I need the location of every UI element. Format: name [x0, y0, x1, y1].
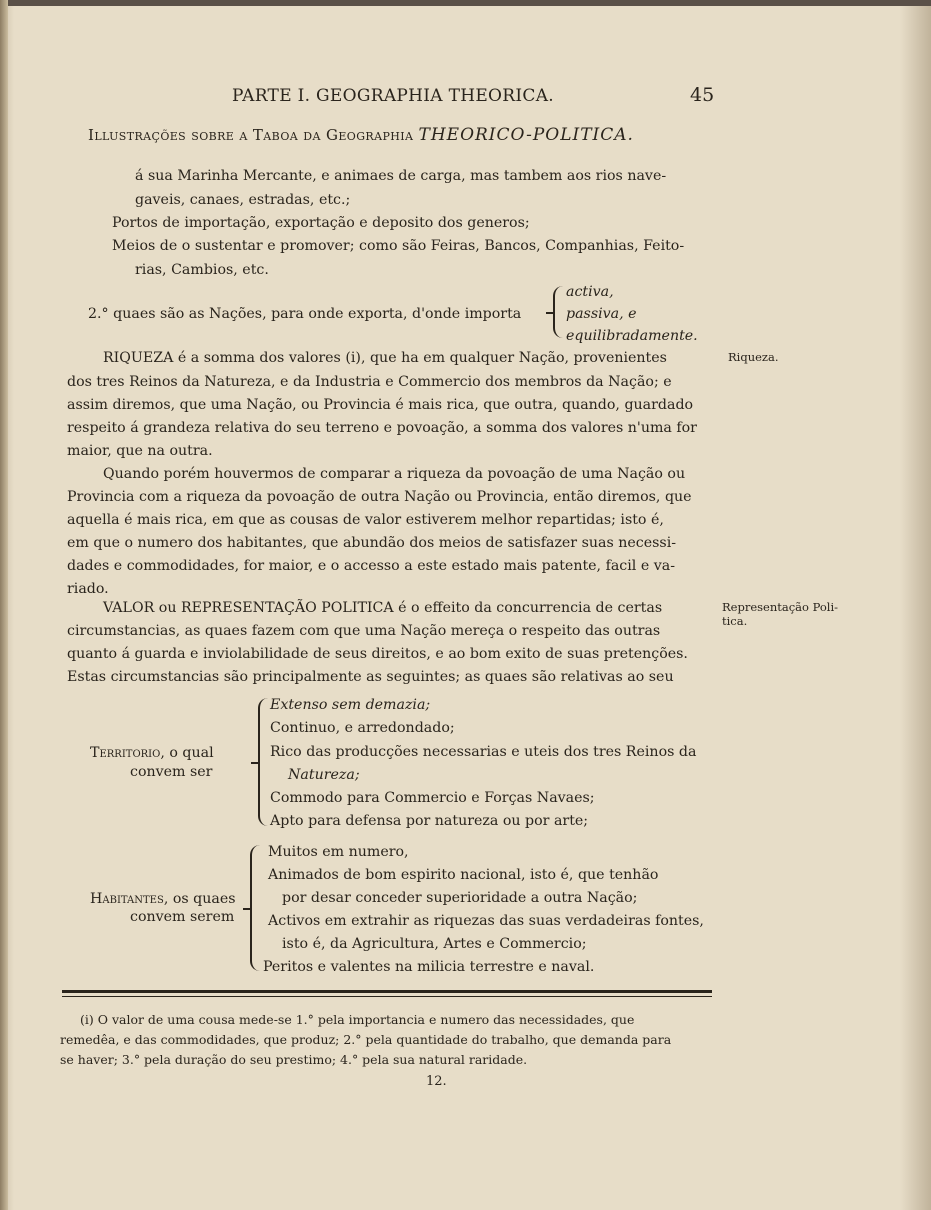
valor-line-2: circumstancias, as quaes fazem com que uma Nação mereça o respeito das outras — [67, 623, 661, 639]
territorio-item-3: Rico das producções necessarias e uteis dos tres Reinos da — [270, 744, 697, 760]
exporta-option-3: equilibradamente. — [566, 328, 698, 344]
running-header: PARTE I. GEOGRAPHIA THEORICA. — [232, 86, 554, 106]
exporta-option-1: activa, — [566, 284, 614, 300]
quando-line-1: Quando porém houvermos de comparar a riqueza da povoação de uma Nação ou — [103, 466, 686, 482]
territorio-item-2: Continuo, e arredondado; — [270, 720, 455, 736]
territorio-label-1 — [90, 745, 214, 761]
quando-line-4: em que o numero dos habitantes, que abundão dos meios de satisfazer suas necessi- — [67, 535, 677, 551]
habitantes-item-6: Peritos e valentes na milicia terrestre e naval. — [263, 959, 595, 975]
riqueza-line-1: RIQUEZA é a somma dos valores (i), que ha em qualquer Nação, provenientes — [103, 350, 667, 366]
quando-line-6: riado. — [67, 581, 109, 597]
quando-line-5: dades e commodidades, for maior, e o accesso a este estado mais patente, facil e va- — [67, 558, 675, 574]
riqueza-line-3: assim diremos, que uma Nação, ou Provincia é mais rica, que outra, quando, guardado — [67, 397, 694, 413]
margin-note-representacao-1: Representação Poli- — [722, 600, 839, 614]
footnote-line-3: se haver; 3.° pela duração do seu prestimo; 4.° pela sua natural raridade. — [60, 1052, 528, 1067]
section-heading — [88, 125, 634, 145]
territorio-item-6: Apto para defensa por natureza ou por arte; — [270, 813, 589, 829]
brace-exporta — [553, 286, 563, 338]
text-line-exporta: 2.° quaes são as Nações, para onde exporta, d'onde importa — [88, 306, 522, 322]
text-line-4: Meios de o sustentar e promover; como são Feiras, Bancos, Companhias, Feito- — [112, 238, 685, 254]
page-top-edge — [0, 0, 931, 6]
brace-habitantes — [250, 845, 260, 971]
habitantes-label-2: convem serem — [130, 909, 235, 925]
habitantes-item-5: isto é, da Agricultura, Artes e Commercio; — [282, 936, 587, 952]
habitantes-label-1 — [90, 891, 236, 907]
riqueza-line-5: maior, que na outra. — [67, 443, 213, 459]
margin-note-riqueza: Riqueza. — [728, 350, 779, 364]
habitantes-item-4: Activos em extrahir as riquezas das suas verdadeiras fontes, — [268, 913, 704, 929]
footnote-rule-thin — [62, 996, 712, 997]
quando-line-2: Provincia com a riqueza da povoação de outra Nação ou Provincia, então diremos, que — [67, 489, 692, 505]
exporta-option-2: passiva, e — [566, 306, 637, 322]
text-line-5: rias, Cambios, etc. — [135, 262, 269, 278]
section-heading-smallcaps: Illustrações sobre a Taboa da Geographia — [88, 126, 414, 144]
habitantes-item-3: por desar conceder superioridade a outra Nação; — [282, 890, 638, 906]
valor-line-4: Estas circumstancias são principalmente as seguintes; as quaes são relativas ao seu — [67, 669, 674, 685]
territorio-label-rest: , o qual — [160, 745, 214, 761]
territorio-item-4: Natureza; — [288, 767, 360, 783]
valor-line-3: quanto á guarda e inviolabilidade de seus direitos, e ao bom exito de suas pretenções. — [67, 646, 688, 662]
signature-mark: 12. — [426, 1074, 447, 1089]
text-line-2: gaveis, canaes, estradas, etc.; — [135, 192, 351, 208]
habitantes-item-1: Muitos em numero, — [268, 844, 409, 860]
territorio-label-sc: Territorio — [90, 745, 161, 761]
footnote-line-1: (i) O valor de uma cousa mede-se 1.° pela importancia e numero das necessidades, que — [80, 1012, 635, 1027]
section-heading-italic: THEORICO-POLITICA. — [418, 125, 634, 145]
brace-territorio — [258, 698, 268, 826]
habitantes-label-sc: Habitantes — [90, 891, 164, 907]
territorio-label-2: convem ser — [130, 764, 213, 780]
territorio-item-1: Extenso sem demazia; — [270, 697, 431, 713]
habitantes-label-rest: , os quaes — [163, 891, 236, 907]
text-line-1: á sua Marinha Mercante, e animaes de carga, mas tambem aos rios nave- — [135, 168, 667, 184]
page-number: 45 — [690, 84, 715, 106]
riqueza-line-2: dos tres Reinos da Natureza, e da Industria e Commercio dos membros da Nação; e — [67, 374, 672, 390]
footnote-line-2: remedêa, e das commodidades, que produz; 2.° pela quantidade do trabalho, que demanda para — [60, 1032, 672, 1047]
riqueza-line-4: respeito á grandeza relativa do seu terreno e povoação, a somma dos valores n'uma for — [67, 420, 697, 436]
valor-line-1: VALOR ou REPRESENTAÇÃO POLITICA é o effeito da concurrencia de certas — [103, 600, 663, 616]
page-left-edge — [0, 0, 8, 1210]
habitantes-item-2: Animados de bom espirito nacional, isto é, que tenhão — [268, 867, 659, 883]
footnote-rule-thick — [62, 990, 712, 993]
quando-line-3: aquella é mais rica, em que as cousas de valor estiverem melhor repartidas; isto é, — [67, 512, 664, 528]
margin-note-representacao-2: tica. — [722, 614, 748, 628]
text-line-3: Portos de importação, exportação e deposito dos generos; — [112, 215, 530, 231]
territorio-item-5: Commodo para Commercio e Forças Navaes; — [270, 790, 595, 806]
